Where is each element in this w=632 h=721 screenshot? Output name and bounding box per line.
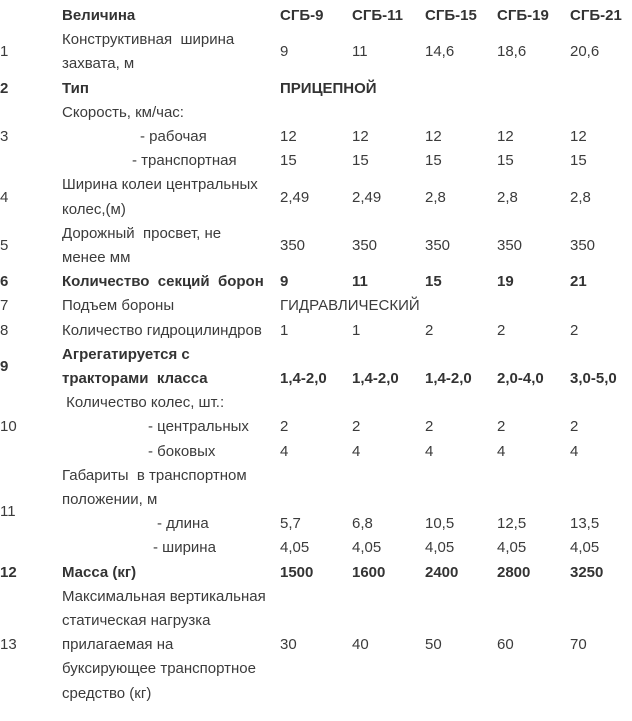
cell-line: 15 xyxy=(352,152,369,170)
param-value xyxy=(497,173,570,221)
param-value xyxy=(497,101,570,174)
param-value xyxy=(570,561,632,585)
param-value xyxy=(570,101,632,174)
cell-line: 2 xyxy=(425,321,434,339)
table-row xyxy=(0,173,632,221)
cell-line: 15 xyxy=(497,152,514,170)
param-value xyxy=(352,585,425,706)
cell-line: 21 xyxy=(570,273,587,291)
cell-line: 350 xyxy=(570,236,596,254)
cell-line: 2 xyxy=(352,418,361,436)
param-name xyxy=(62,391,280,464)
cell-line: 4,05 xyxy=(352,539,382,557)
param-value xyxy=(570,28,632,76)
cell-line: 2,8 xyxy=(425,188,446,206)
param-value xyxy=(497,561,570,585)
specs-table xyxy=(0,4,632,706)
cell-line: Дорожный просвет, не xyxy=(62,224,222,242)
cell-line: 2 xyxy=(280,418,289,436)
cell-line xyxy=(497,488,570,512)
cell-line: 4 xyxy=(570,442,579,460)
cell-line: Габариты в транспортном xyxy=(62,466,247,484)
row-number: 7 xyxy=(0,297,9,315)
cell-line: 15 xyxy=(425,152,442,170)
header-model-sgb-11: СГБ-11 xyxy=(352,7,403,24)
cell-line xyxy=(352,101,425,125)
cell-line: 3250 xyxy=(570,563,604,581)
param-value xyxy=(352,101,425,174)
cell-line: 4,05 xyxy=(425,539,455,557)
cell-line: 2,49 xyxy=(280,188,310,206)
cell-line: 4 xyxy=(497,442,506,460)
cell-line xyxy=(280,101,352,125)
param-name xyxy=(62,77,280,101)
param-value xyxy=(352,270,425,294)
param-name xyxy=(62,173,280,221)
cell-line xyxy=(425,343,497,367)
row-number: 12 xyxy=(0,563,17,581)
cell-line: - транспортная xyxy=(132,152,237,170)
param-value xyxy=(280,28,352,76)
cell-line: Максимальная вертикальная xyxy=(62,587,266,605)
param-value-merged: ГИДРАВЛИЧЕСКИЙ xyxy=(280,297,420,315)
cell-line xyxy=(352,343,425,367)
param-value xyxy=(280,319,352,343)
cell-line: средство (кг) xyxy=(62,684,152,702)
param-name xyxy=(62,101,280,174)
cell-line: 12,5 xyxy=(497,515,527,533)
param-value xyxy=(425,585,497,706)
cell-line: 11 xyxy=(352,43,368,61)
cell-line xyxy=(425,391,497,415)
header-row xyxy=(0,4,632,28)
header-model-sgb-9: СГБ-9 xyxy=(280,7,324,24)
param-value xyxy=(425,343,497,391)
cell-line xyxy=(425,464,497,488)
param-value xyxy=(280,270,352,294)
param-value xyxy=(352,222,425,270)
cell-line: 4,05 xyxy=(570,539,600,557)
cell-line: статическая нагрузка xyxy=(62,612,211,630)
cell-line: 13,5 xyxy=(570,515,600,533)
cell-line: 350 xyxy=(352,236,378,254)
cell-line xyxy=(570,488,632,512)
cell-line: 1,4-2,0 xyxy=(352,370,399,388)
cell-line: 1500 xyxy=(280,563,314,581)
cell-line: 12 xyxy=(280,128,297,146)
param-value xyxy=(280,391,352,464)
table-row xyxy=(0,391,632,464)
table-row xyxy=(0,28,632,76)
row-number: 4 xyxy=(0,188,9,206)
table-row xyxy=(0,343,632,391)
cell-line: - боковых xyxy=(148,442,216,460)
cell-line: 5,7 xyxy=(280,515,301,533)
cell-line: 11 xyxy=(352,273,368,291)
param-value xyxy=(497,319,570,343)
row-number: 6 xyxy=(0,273,9,291)
param-value xyxy=(570,173,632,221)
param-name xyxy=(62,464,280,561)
param-value xyxy=(570,464,632,561)
cell-line: 2800 xyxy=(497,563,531,581)
cell-line: 2,8 xyxy=(570,188,591,206)
cell-line: положении, м xyxy=(62,491,158,509)
cell-line: 1 xyxy=(280,321,289,339)
row-number: 1 xyxy=(0,43,9,61)
cell-line: Тип xyxy=(62,79,89,97)
cell-line: Ширина колеи центральных xyxy=(62,176,258,194)
cell-line: 12 xyxy=(352,128,369,146)
cell-line: 9 xyxy=(280,43,289,61)
table-row xyxy=(0,77,632,101)
param-name xyxy=(62,319,280,343)
param-value xyxy=(497,28,570,76)
param-value xyxy=(352,173,425,221)
cell-line xyxy=(497,101,570,125)
param-value xyxy=(570,391,632,464)
cell-line: - центральных xyxy=(148,418,249,436)
cell-line: Подъем бороны xyxy=(62,297,175,315)
table-row xyxy=(0,270,632,294)
param-name xyxy=(62,294,280,318)
param-value xyxy=(352,319,425,343)
param-value xyxy=(352,391,425,464)
param-value xyxy=(425,464,497,561)
row-number: 9 xyxy=(0,357,9,375)
cell-line: 1 xyxy=(352,321,361,339)
param-value xyxy=(280,464,352,561)
cell-line: 12 xyxy=(497,128,514,146)
param-value xyxy=(352,464,425,561)
cell-line: 350 xyxy=(497,236,523,254)
cell-line xyxy=(570,391,632,415)
param-value xyxy=(280,343,352,391)
cell-line: захвата, м xyxy=(62,55,135,73)
table-row xyxy=(0,222,632,270)
cell-line: 20,6 xyxy=(570,43,600,61)
cell-line: 2,0-4,0 xyxy=(497,370,544,388)
row-number: 8 xyxy=(0,321,9,339)
cell-line: 15 xyxy=(425,273,442,291)
param-value xyxy=(425,101,497,174)
row-number: 3 xyxy=(0,128,9,146)
param-value xyxy=(497,391,570,464)
param-name xyxy=(62,343,280,391)
cell-line: 2 xyxy=(497,321,506,339)
cell-line xyxy=(570,343,632,367)
table-row xyxy=(0,319,632,343)
header-model-sgb-15: СГБ-15 xyxy=(425,7,477,24)
param-value xyxy=(570,585,632,706)
cell-line: тракторами класса xyxy=(62,370,208,388)
param-value xyxy=(570,222,632,270)
cell-line: - ширина xyxy=(153,539,216,557)
cell-line: 40 xyxy=(352,636,369,654)
param-value xyxy=(497,585,570,706)
table-row xyxy=(0,585,632,706)
cell-line: 10,5 xyxy=(425,515,455,533)
cell-line: 2 xyxy=(570,418,579,436)
cell-line: 4,05 xyxy=(497,539,527,557)
param-value xyxy=(497,270,570,294)
cell-line: 12 xyxy=(425,128,442,146)
cell-line: Количество секций борон xyxy=(62,273,264,291)
param-value xyxy=(497,464,570,561)
cell-line xyxy=(570,101,632,125)
cell-line: 4 xyxy=(280,442,289,460)
param-value xyxy=(425,561,497,585)
cell-line: 15 xyxy=(570,152,587,170)
cell-line: 18,6 xyxy=(497,43,527,61)
row-number: 5 xyxy=(0,236,9,254)
cell-line: 3,0-5,0 xyxy=(570,370,617,388)
param-value xyxy=(425,28,497,76)
param-value xyxy=(280,222,352,270)
cell-line: 9 xyxy=(280,273,289,291)
row-number: 2 xyxy=(0,79,9,97)
cell-line: 2,49 xyxy=(352,188,382,206)
cell-line: 4,05 xyxy=(280,539,310,557)
param-value xyxy=(425,173,497,221)
cell-line: 350 xyxy=(280,236,306,254)
cell-line xyxy=(280,391,352,415)
cell-line xyxy=(497,343,570,367)
cell-line xyxy=(497,464,570,488)
cell-line: 4 xyxy=(352,442,361,460)
spec-table-body xyxy=(0,28,632,706)
param-name xyxy=(62,28,280,76)
table-row xyxy=(0,464,632,561)
cell-line: 1600 xyxy=(352,563,386,581)
cell-line: 19 xyxy=(497,273,514,291)
row-number: 11 xyxy=(0,503,16,521)
header-num-placeholder xyxy=(0,4,62,28)
param-value xyxy=(352,343,425,391)
param-name xyxy=(62,561,280,585)
row-number: 13 xyxy=(0,636,17,654)
cell-line: Количество гидроцилиндров xyxy=(62,321,262,339)
param-value-merged: ПРИЦЕПНОЙ xyxy=(280,79,377,97)
param-value xyxy=(280,173,352,221)
cell-line: 1,4-2,0 xyxy=(425,370,472,388)
cell-line: 30 xyxy=(280,636,297,654)
cell-line xyxy=(497,391,570,415)
cell-line: 14,6 xyxy=(425,43,455,61)
cell-line xyxy=(352,464,425,488)
cell-line xyxy=(570,464,632,488)
param-value xyxy=(425,270,497,294)
param-value xyxy=(570,270,632,294)
cell-line: Конструктивная ширина xyxy=(62,31,235,49)
cell-line: 60 xyxy=(497,636,514,654)
cell-line: Количество колес, шт.: xyxy=(62,394,225,412)
cell-line xyxy=(280,343,352,367)
param-value xyxy=(280,561,352,585)
cell-line xyxy=(280,488,352,512)
param-value xyxy=(425,222,497,270)
cell-line: буксирующее транспортное xyxy=(62,660,256,678)
table-row xyxy=(0,561,632,585)
cell-line xyxy=(425,101,497,125)
cell-line: Скорость, км/час: xyxy=(62,103,184,121)
param-value xyxy=(352,28,425,76)
cell-line: 15 xyxy=(280,152,297,170)
cell-line: 1,4-2,0 xyxy=(280,370,327,388)
table-row xyxy=(0,294,632,318)
cell-line: Агрегатируется с xyxy=(62,345,190,363)
cell-line: 70 xyxy=(570,636,587,654)
param-name xyxy=(62,222,280,270)
row-number: 10 xyxy=(0,418,17,436)
cell-line: колес,(м) xyxy=(62,200,126,218)
header-model-sgb-19: СГБ-19 xyxy=(497,7,549,24)
param-value xyxy=(570,319,632,343)
cell-line: Масса (кг) xyxy=(62,563,137,581)
cell-line: - длина xyxy=(157,515,209,533)
cell-line: 2 xyxy=(497,418,506,436)
param-value xyxy=(425,319,497,343)
cell-line: 2 xyxy=(425,418,434,436)
cell-line: 4 xyxy=(425,442,434,460)
param-value xyxy=(280,585,352,706)
header-label: Величина xyxy=(62,7,136,24)
param-name xyxy=(62,270,280,294)
cell-line xyxy=(425,488,497,512)
cell-line: 2400 xyxy=(425,563,459,581)
cell-line: 6,8 xyxy=(352,515,373,533)
param-value xyxy=(425,391,497,464)
param-value xyxy=(570,343,632,391)
param-name xyxy=(62,585,280,706)
cell-line: 2 xyxy=(570,321,579,339)
cell-line: 12 xyxy=(570,128,587,146)
cell-line: - рабочая xyxy=(140,128,207,146)
table-row xyxy=(0,101,632,174)
param-value xyxy=(280,101,352,174)
cell-line xyxy=(352,488,425,512)
param-value xyxy=(497,222,570,270)
param-value xyxy=(352,561,425,585)
cell-line: 2,8 xyxy=(497,188,518,206)
cell-line: прилагаемая на xyxy=(62,636,174,654)
cell-line: 50 xyxy=(425,636,442,654)
cell-line xyxy=(280,464,352,488)
header-model-sgb-21: СГБ-21 xyxy=(570,7,622,24)
param-value xyxy=(497,343,570,391)
cell-line xyxy=(352,391,425,415)
cell-line: 350 xyxy=(425,236,451,254)
cell-line: менее мм xyxy=(62,249,131,267)
